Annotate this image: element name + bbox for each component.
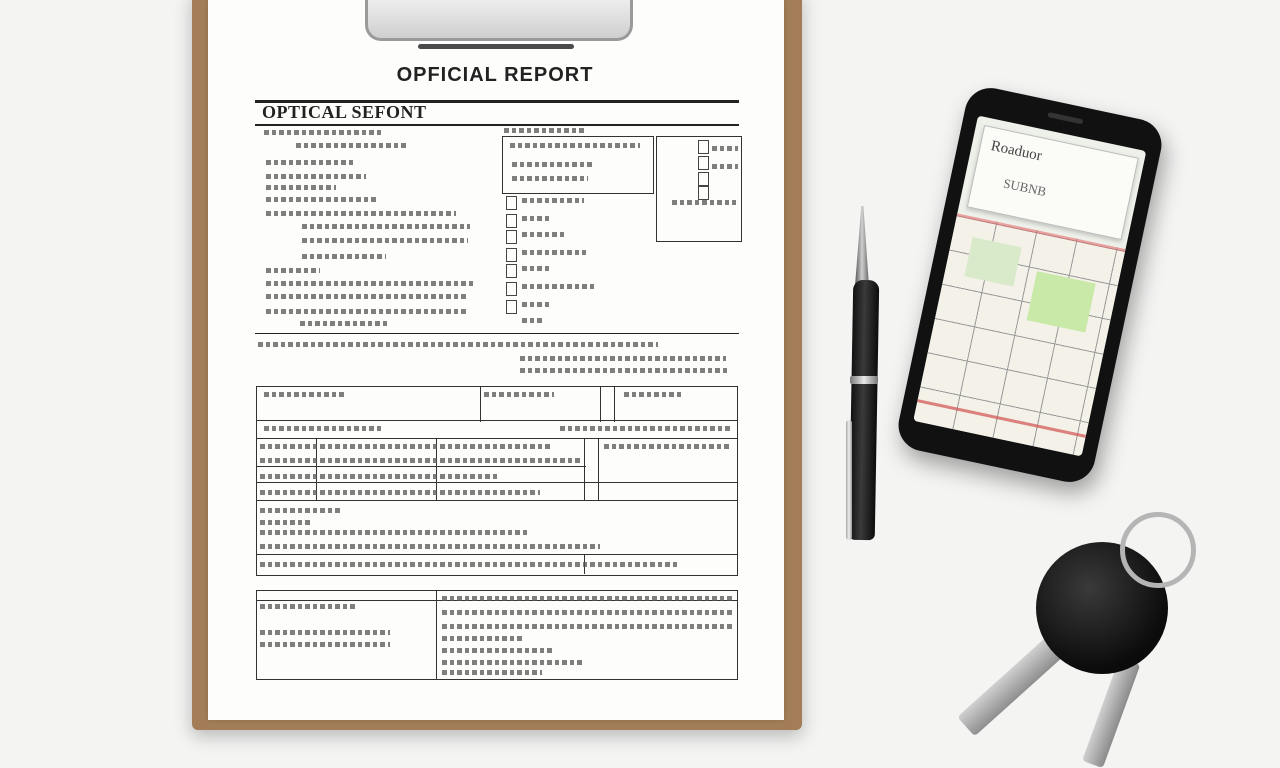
form-line <box>260 530 530 535</box>
form-line <box>442 610 732 615</box>
form-line <box>260 544 600 549</box>
table-rule <box>256 438 738 439</box>
form-line <box>522 318 542 323</box>
preview-title: Roaduor <box>989 138 1044 165</box>
form-line <box>484 392 554 397</box>
key-blade <box>1082 657 1140 768</box>
form-line <box>522 284 596 289</box>
form-line <box>442 596 732 601</box>
checkbox <box>506 282 517 296</box>
form-line <box>260 474 500 479</box>
form-line <box>260 458 580 463</box>
table-rule <box>256 466 586 467</box>
checkbox <box>506 264 517 278</box>
form-line <box>302 238 468 243</box>
table-rule <box>256 500 738 501</box>
checkbox <box>698 186 709 200</box>
form-line <box>260 630 390 635</box>
form-line <box>522 216 552 221</box>
checkbox <box>506 230 517 244</box>
pen-clip <box>846 420 852 540</box>
form-line <box>604 444 732 449</box>
clipboard-clip <box>365 0 633 41</box>
form-line <box>522 232 566 237</box>
form-line <box>512 162 592 167</box>
form-line <box>258 342 658 347</box>
preview-subtitle: SUBNB <box>1002 175 1048 200</box>
form-line <box>260 508 340 513</box>
form-line <box>260 604 356 609</box>
form-line <box>260 562 680 567</box>
report-heading: OPTICAL SEFONT <box>262 102 427 122</box>
phone-screen <box>913 116 1146 457</box>
key-ring <box>1120 512 1196 588</box>
table-rule <box>598 438 599 500</box>
form-line <box>266 294 466 299</box>
table-rule <box>600 386 601 422</box>
form-line <box>624 392 684 397</box>
form-line <box>522 250 586 255</box>
form-line <box>442 660 582 665</box>
form-line <box>442 636 522 641</box>
form-line <box>296 143 406 148</box>
form-line <box>260 520 310 525</box>
checkbox <box>506 196 517 210</box>
form-line <box>522 302 552 307</box>
form-line <box>300 321 390 326</box>
form-line <box>266 197 376 202</box>
form-line <box>504 128 584 133</box>
form-line <box>510 143 640 148</box>
pen-ring <box>850 376 878 384</box>
report-title: OPFICIAL REPORT <box>396 64 594 86</box>
checkbox <box>506 300 517 314</box>
pen-tip <box>855 206 869 286</box>
form-line <box>266 281 476 286</box>
table-rule <box>256 420 738 421</box>
form-line <box>522 266 552 271</box>
checkbox <box>698 156 709 170</box>
form-line <box>260 444 550 449</box>
form-line <box>302 224 470 229</box>
form-line <box>522 198 584 203</box>
table-rule <box>614 386 615 422</box>
form-line <box>260 490 540 495</box>
checkbox <box>698 172 709 186</box>
form-line <box>442 624 732 629</box>
heading-rule-bottom <box>255 124 739 126</box>
form-line <box>266 309 466 314</box>
form-line <box>512 176 588 181</box>
checkbox <box>506 214 517 228</box>
form-line <box>264 392 344 397</box>
form-line <box>302 254 386 259</box>
form-line <box>266 268 320 273</box>
table-rule <box>436 590 437 680</box>
checkbox <box>698 140 709 154</box>
form-line <box>520 368 730 373</box>
table-rule <box>256 482 738 483</box>
form-line <box>560 426 730 431</box>
form-line <box>264 426 384 431</box>
smartphone <box>894 83 1167 486</box>
table-rule <box>256 554 738 555</box>
form-line <box>672 200 736 205</box>
checkbox <box>506 248 517 262</box>
phone-speaker <box>1047 112 1083 124</box>
form-line <box>266 185 336 190</box>
table-rule <box>480 386 481 422</box>
clip-bar <box>418 44 574 49</box>
form-line <box>266 211 456 216</box>
form-line <box>266 160 356 165</box>
pen <box>849 280 880 540</box>
form-line <box>266 174 366 179</box>
form-line <box>260 642 390 647</box>
form-line <box>712 164 738 169</box>
form-line <box>520 356 726 361</box>
form-line <box>264 130 384 135</box>
form-line <box>442 648 552 653</box>
section-rule <box>255 333 739 334</box>
form-line <box>442 670 542 675</box>
form-line <box>712 146 738 151</box>
table-rule <box>584 438 585 500</box>
